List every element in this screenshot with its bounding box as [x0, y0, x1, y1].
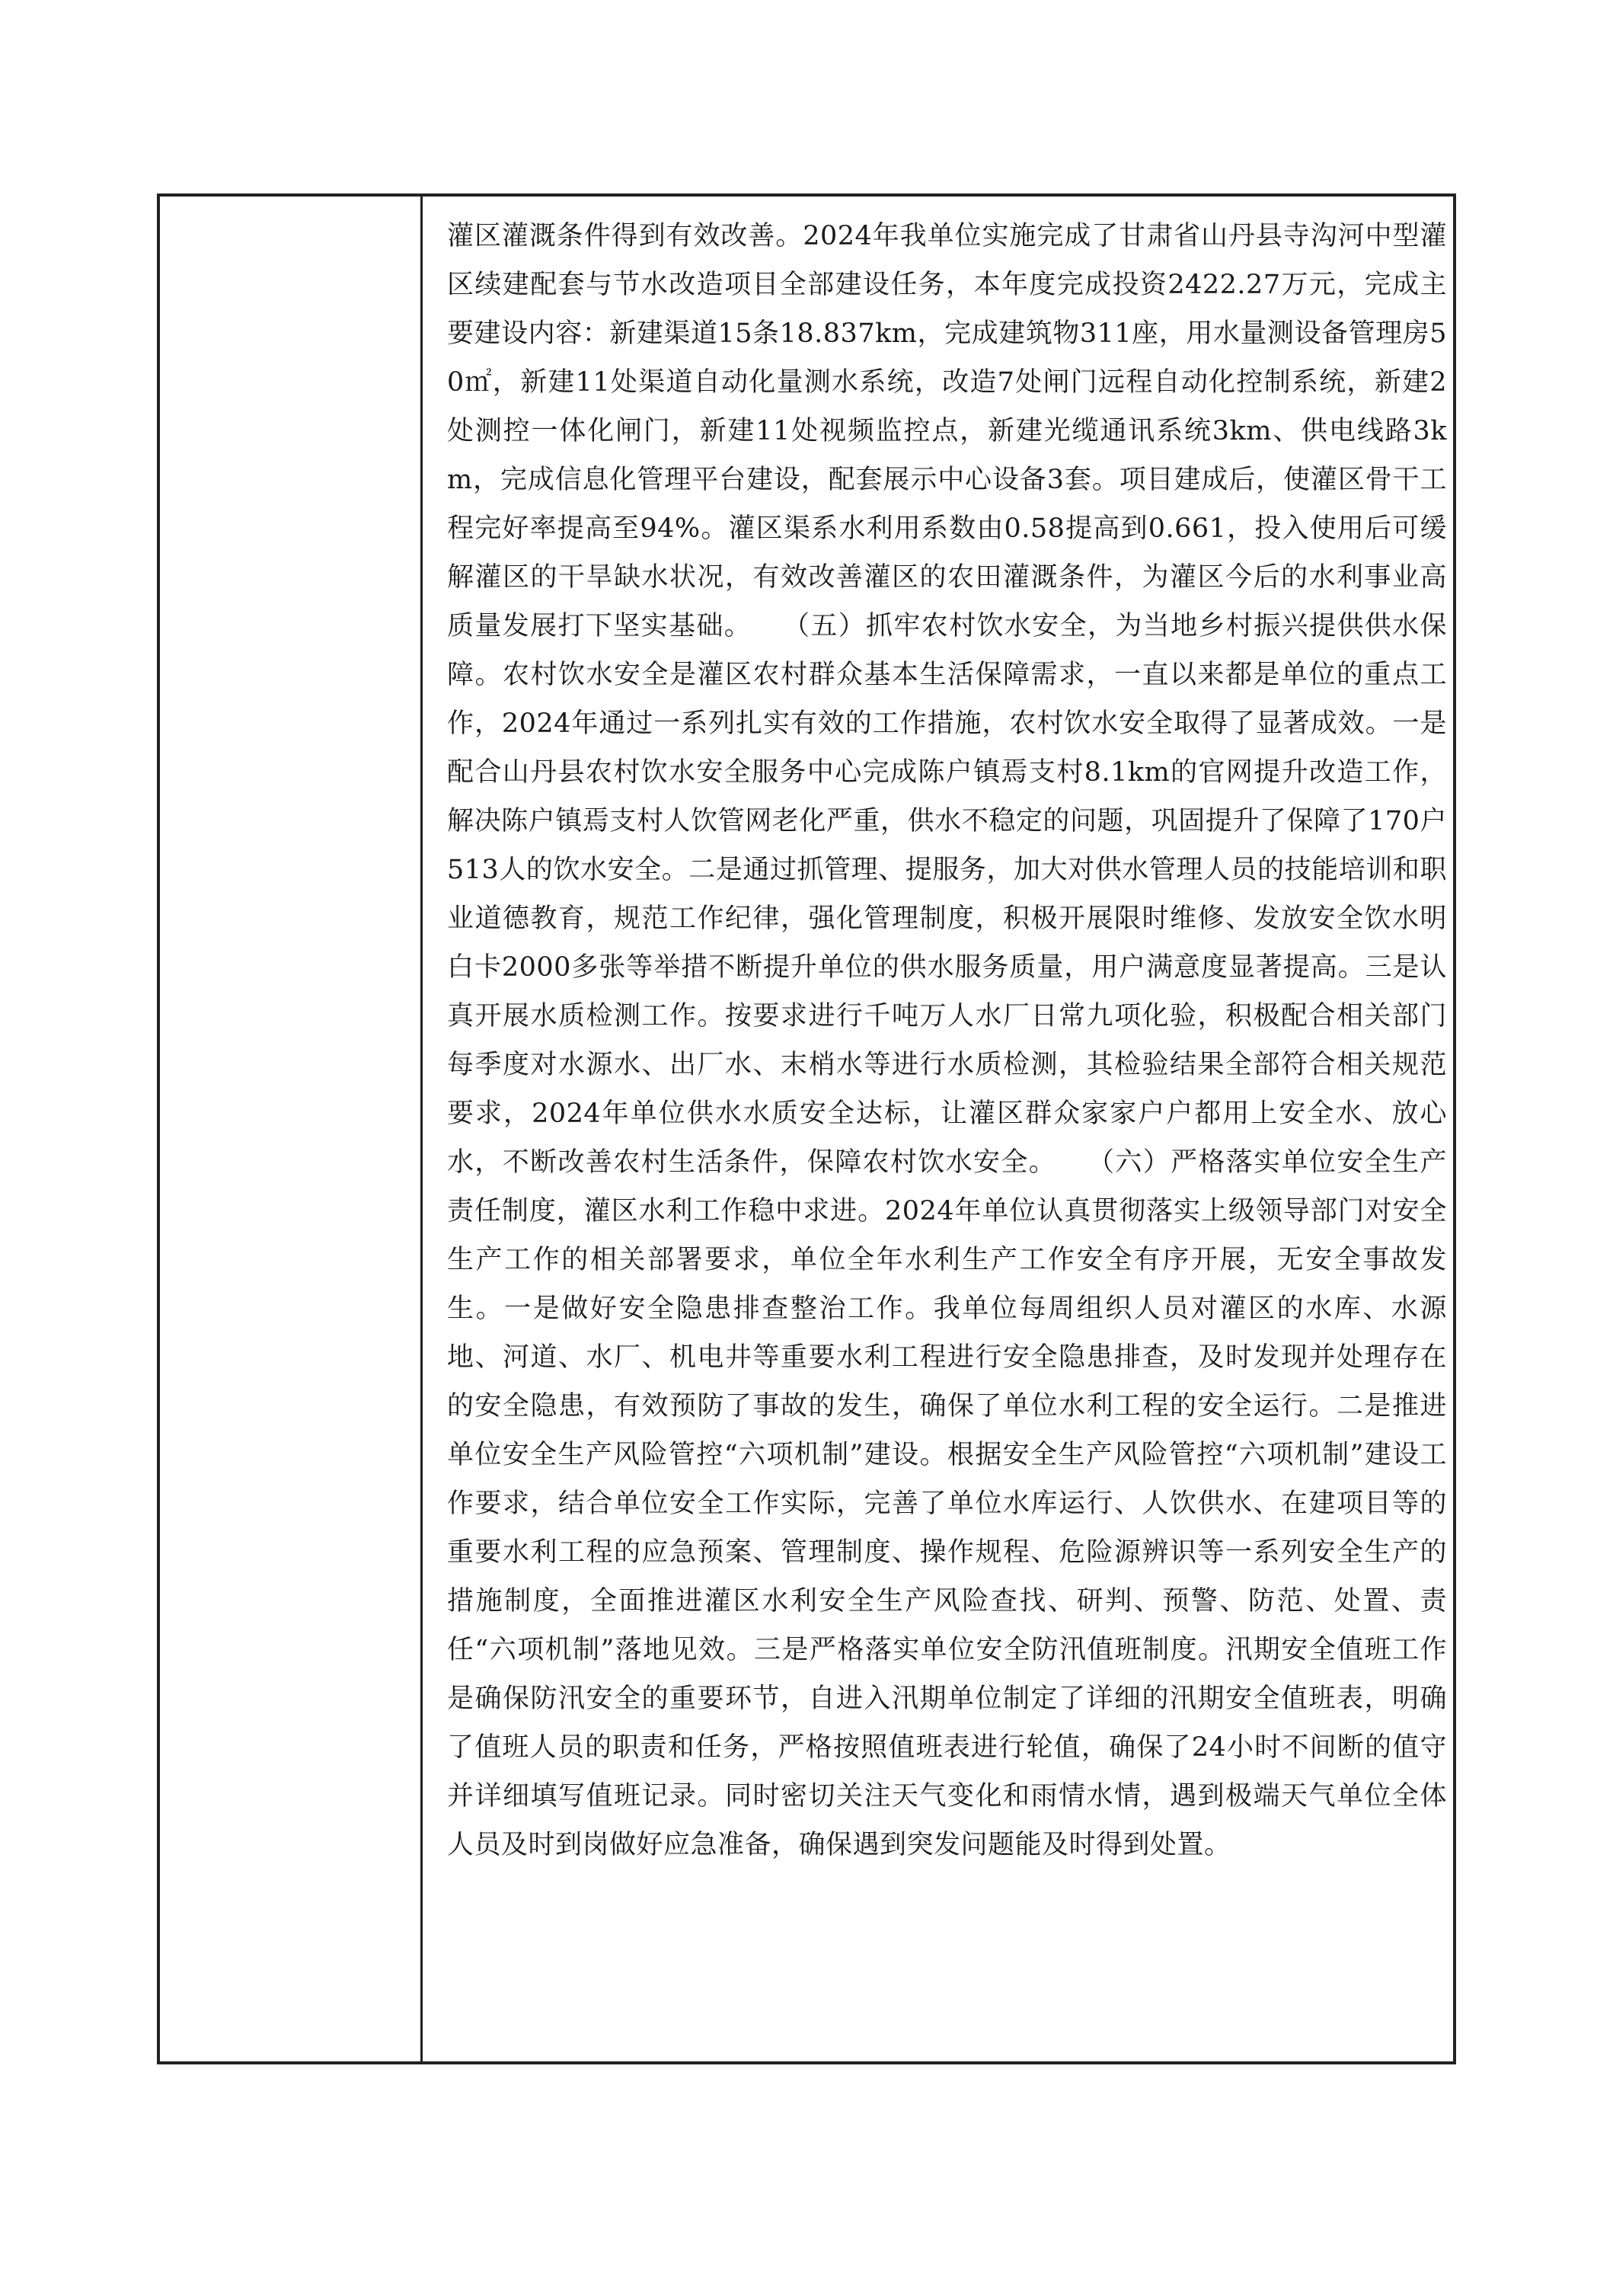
- paragraph-3: （六）严格落实单位安全生产责任制度，灌区水利工作稳中求进。2024年单位认真贯彻落实上级领导部门对安全生产工作的相关部署要求，单位全年水利生产工作安全有序开展，无安全事故发生。一是做好安全隐患排查整治工作。我单位每周组织人员对灌区的水库、水源地、河道、水厂、机电井等重要水利工程进行安全隐患排查，及时发现并处理存在的安全隐患，有效预防了事故的发生，确保了单位水利工程的安全运行。二是推进单位安全生产风险管控“六项机制”建设。根据安全生产风险管控“六项机制”建设工作要求，结合单位安全工作实际，完善了单位水库运行、人饮供水、在建项目等的重要水利工程的应急预案、管理制度、操作规程、危险源辨识等一系列安全生产的措施制度，全面推进灌区水利安全生产风险查找、研判、预警、防范、处置、责任“六项机制”落地见效。三是严格落实单位安全防汛值班制度。汛期安全值班工作是确保防汛安全的重要环节，自进入汛期单位制定了详细的汛期安全值班表，明确了值班人员的职责和任务，严格按照值班表进行轮值，确保了24小时不间断的值守并详细填写值班记录。同时密切关注天气变化和雨情水情，遇到极端天气单位全体人员及时到岗做好应急准备，确保遇到突发问题能及时得到处置。: [447, 1147, 1447, 1860]
- label-column-cell: [160, 197, 423, 2061]
- body-text: [447, 212, 1447, 1869]
- content-cell: [423, 197, 1453, 2061]
- form-table: [157, 193, 1456, 2064]
- paragraph-2: （五）抓牢农村饮水安全，为当地乡村振兴提供供水保障。农村饮水安全是灌区农村群众基本生活保障需求，一直以来都是单位的重点工作，2024年通过一系列扎实有效的工作措施，农村饮水安全取得了显著成效。一是配合山丹县农村饮水安全服务中心完成陈户镇焉支村8.1km的官网提升改造工作，解决陈户镇焉支村人饮管网老化严重，供水不稳定的问题，巩固提升了保障了170户513人的饮水安全。二是通过抓管理、提服务，加大对供水管理人员的技能培训和职业道德教育，规范工作纪律，强化管理制度，积极开展限时维修、发放安全饮水明白卡2000多张等举措不断提升单位的供水服务质量，用户满意度显著提高。三是认真开展水质检测工作。按要求进行千吨万人水厂日常九项化验，积极配合相关部门每季度对水源水、出厂水、末梢水等进行水质检测，其检验结果全部符合相关规范要求，2024年单位供水水质安全达标，让灌区群众家家户户都用上安全水、放心水，不断改善农村生活条件，保障农村饮水安全。: [447, 611, 1447, 1178]
- paragraph-1: 灌区灌溉条件得到有效改善。2024年我单位实施完成了甘肃省山丹县寺沟河中型灌区续建配套与节水改造项目全部建设任务，本年度完成投资2422.27万元，完成主要建设内容：新建渠道15条18.837km，完成建筑物311座，用水量测设备管理房50㎡，新建11处渠道自动化量测水系统，改造7处闸门远程自动化控制系统，新建2处测控一体化闸门，新建11处视频监控点，新建光缆通讯系统3km、供电线路3km，完成信息化管理平台建设，配套展示中心设备3套。项目建成后，使灌区骨干工程完好率提高至94%。灌区渠系水利用系数由0.58提高到0.661，投入使用后可缓解灌区的干旱缺水状况，有效改善灌区的农田灌溉条件，为灌区今后的水利事业高质量发展打下坚实基础。: [447, 221, 1447, 641]
